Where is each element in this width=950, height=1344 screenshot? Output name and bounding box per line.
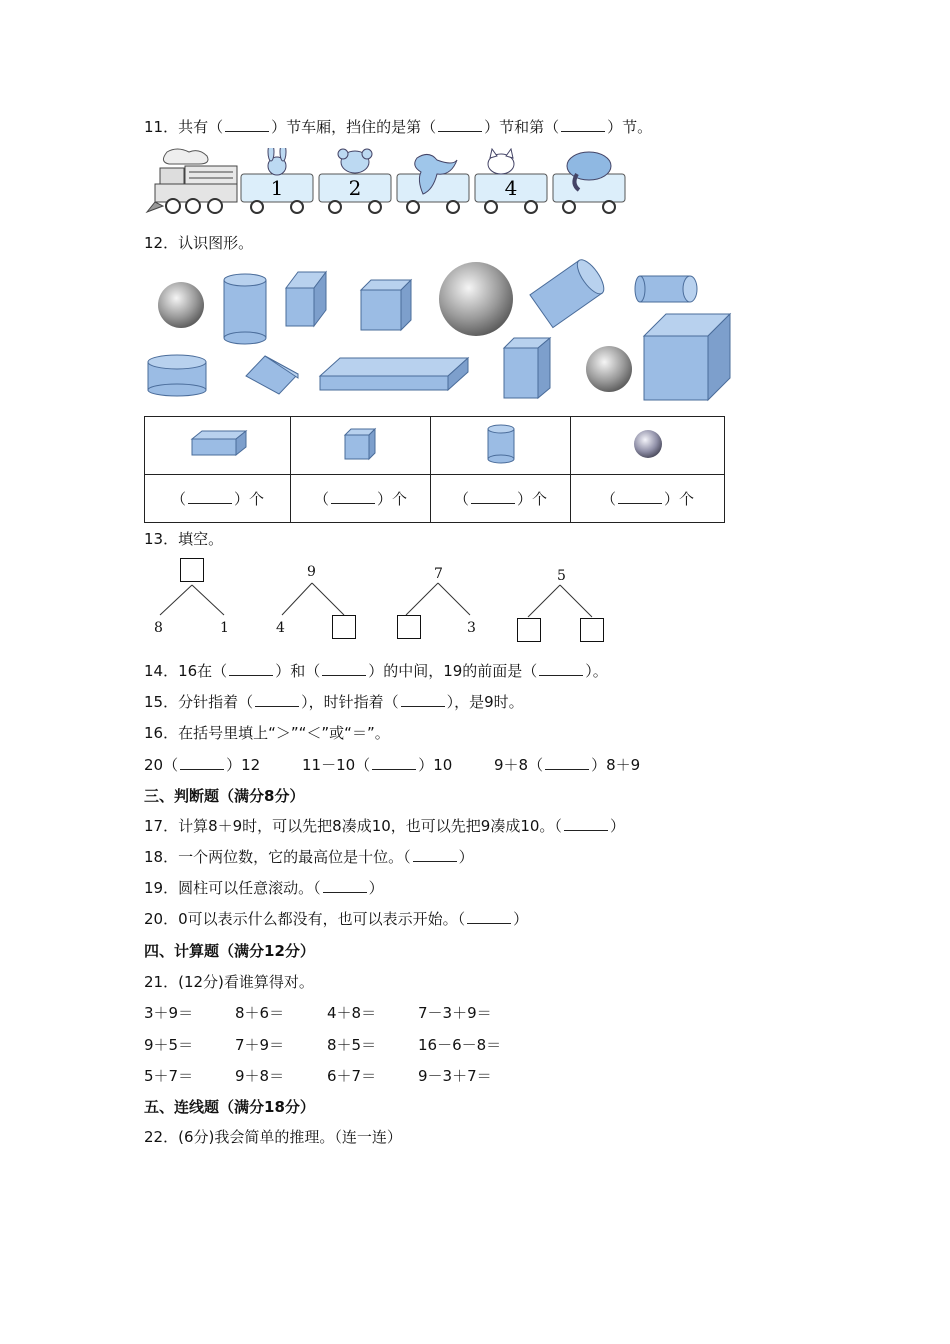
question-16: 16．在括号里填上“＞”“＜”或“＝”。	[144, 724, 390, 742]
cuboid-shape	[504, 338, 550, 398]
bond-right-number: 3	[467, 620, 476, 636]
sphere-count: （ ）个	[571, 475, 725, 523]
bond-right-box[interactable]	[580, 618, 604, 642]
bond-left-box[interactable]	[517, 618, 541, 642]
answer-blank[interactable]	[229, 661, 273, 676]
answer-blank[interactable]	[322, 661, 366, 676]
question-19: 19．圆柱可以任意滚动。（ ）	[144, 879, 384, 897]
bond-left-number: 4	[276, 620, 285, 636]
compare-item: 11－10（ ）10	[302, 756, 453, 774]
sphere-shape	[158, 282, 204, 328]
cylinder-header	[431, 417, 571, 475]
answer-blank[interactable]	[323, 878, 367, 893]
question-18: 18．一个两位数，它的最高位是十位。（ ）	[144, 848, 474, 866]
cube-icon	[341, 425, 381, 463]
calc-item: 8＋5＝	[327, 1036, 377, 1054]
cuboid-header	[145, 417, 291, 475]
answer-blank[interactable]	[618, 489, 662, 504]
sphere-shape	[439, 262, 513, 336]
cylinder-shape	[148, 355, 206, 396]
calc-item: 4＋8＝	[327, 1004, 377, 1022]
question-13: 13．填空。	[144, 530, 224, 548]
car-number-4: 4	[504, 176, 518, 200]
bond-right-number: 1	[220, 620, 229, 636]
section-3-heading: 三、判断题（满分8分）	[144, 787, 305, 805]
calc-item: 16－6－8＝	[418, 1036, 502, 1054]
cylinder-shape	[530, 258, 609, 328]
calc-item: 9＋8＝	[235, 1067, 285, 1085]
train-illustration	[145, 148, 635, 218]
sphere-icon	[631, 427, 665, 461]
cube-shape	[644, 314, 730, 400]
answer-blank[interactable]	[545, 755, 589, 770]
calc-item: 9－3＋7＝	[418, 1067, 492, 1085]
answer-blank[interactable]	[413, 847, 457, 862]
cuboid-shape	[286, 272, 326, 326]
bond-top-number: 5	[557, 568, 566, 584]
cube-shape	[361, 280, 411, 330]
locomotive	[147, 149, 237, 213]
cube-shape	[246, 356, 298, 394]
calc-item: 3＋9＝	[144, 1004, 194, 1022]
calc-item: 7＋9＝	[235, 1036, 285, 1054]
bond-left-box[interactable]	[397, 615, 421, 639]
answer-blank[interactable]	[539, 661, 583, 676]
question-22: 22．(6分)我会简单的推理。（连一连）	[144, 1128, 402, 1146]
question-21: 21．(12分)看谁算得对。	[144, 973, 314, 991]
sphere-shape	[586, 346, 632, 392]
cylinder-shape	[224, 274, 266, 344]
question-11: 11．共有（ ）节车厢，挡住的是第（ ）节和第（ ）节。	[144, 118, 653, 136]
cube-count: （ ）个	[291, 475, 431, 523]
question-20: 20．0可以表示什么都没有，也可以表示开始。（ ）	[144, 910, 529, 928]
answer-blank[interactable]	[180, 755, 224, 770]
cylinder-icon	[484, 423, 518, 465]
answer-blank[interactable]	[372, 755, 416, 770]
shape-count-table	[144, 416, 725, 523]
cuboid-count: （ ）个	[145, 475, 291, 523]
bond-right-box[interactable]	[332, 615, 356, 639]
section-4-heading: 四、计算题（满分12分）	[144, 942, 315, 960]
train-car-5	[553, 152, 625, 213]
question-17: 17．计算8＋9时，可以先把8凑成10，也可以先把9凑成10。（ ）	[144, 817, 625, 835]
calc-item: 6＋7＝	[327, 1067, 377, 1085]
answer-blank[interactable]	[561, 117, 605, 132]
sphere-header	[571, 417, 725, 475]
calc-item: 8＋6＝	[235, 1004, 285, 1022]
calc-item: 5＋7＝	[144, 1067, 194, 1085]
car-number-1: 1	[270, 176, 284, 200]
bond-left-number: 8	[154, 620, 163, 636]
cuboid-shape	[320, 358, 468, 390]
calc-item: 9＋5＝	[144, 1036, 194, 1054]
question-14: 14．16在（ ）和（ ）的中间，19的前面是（ ）。	[144, 662, 608, 680]
answer-blank[interactable]	[255, 692, 299, 707]
answer-blank[interactable]	[188, 489, 232, 504]
cylinder-count: （ ）个	[431, 475, 571, 523]
calc-item: 7－3＋9＝	[418, 1004, 492, 1022]
bond-top-number: 7	[434, 566, 443, 582]
answer-blank[interactable]	[438, 117, 482, 132]
cube-header	[291, 417, 431, 475]
cuboid-icon	[188, 427, 248, 461]
answer-blank[interactable]	[471, 489, 515, 504]
answer-blank[interactable]	[401, 692, 445, 707]
section-5-heading: 五、连线题（满分18分）	[144, 1098, 315, 1116]
answer-blank[interactable]	[564, 816, 608, 831]
compare-item: 20（ ）12	[144, 756, 261, 774]
cylinder-shape	[635, 276, 697, 302]
answer-blank[interactable]	[225, 117, 269, 132]
shapes-illustration	[140, 258, 740, 408]
car-number-2: 2	[348, 176, 362, 200]
question-15: 15．分针指着（ ），时针指着（ ），是9时。	[144, 693, 524, 711]
bond-top-box[interactable]	[180, 558, 204, 582]
bond-top-number: 9	[307, 564, 316, 580]
compare-item: 9＋8（ ）8＋9	[494, 756, 641, 774]
number-bonds	[140, 555, 620, 650]
question-12: 12．认识图形。	[144, 234, 254, 252]
answer-blank[interactable]	[331, 489, 375, 504]
train-car-3	[397, 154, 469, 213]
answer-blank[interactable]	[467, 909, 511, 924]
